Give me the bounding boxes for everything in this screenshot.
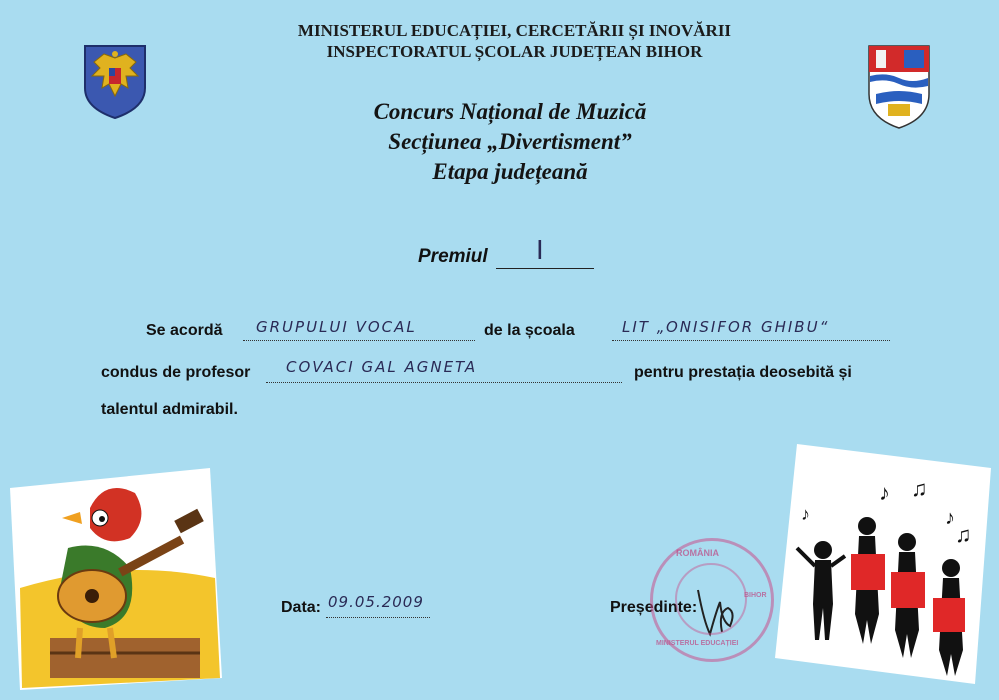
teacher-field: COVACI GAL AGNETA: [286, 358, 478, 376]
date-field: 09.05.2009: [328, 593, 424, 611]
choir-illustration: [775, 444, 991, 684]
date-label: Data:: [281, 599, 322, 616]
contest-title: Concurs Național de Muzică: [373, 99, 647, 124]
recipient-dots: [243, 340, 475, 341]
stamp-top-text: ROMÂNIA: [676, 548, 719, 558]
contest-titles: [230, 97, 790, 187]
stage-title: Etapa județeană: [432, 159, 588, 184]
school-dots: [612, 340, 890, 341]
pentru-label: pentru prestația deosebită și: [634, 364, 852, 381]
president-label: Președinte:: [610, 599, 698, 616]
stamp-side-text: BIHOR: [744, 592, 767, 599]
school-field: LIT „ONISIFOR GHIBU“: [622, 318, 830, 336]
recipient-field: GRUPULUI VOCAL: [256, 318, 417, 336]
svg-text:♫: ♫: [955, 522, 972, 547]
section-title: Secțiunea „Divertisment”: [388, 129, 632, 154]
svg-text:♪: ♪: [945, 507, 955, 529]
romania-coat-of-arms: [82, 44, 148, 120]
svg-text:♪: ♪: [879, 480, 890, 505]
prize-label: Premiul: [418, 246, 488, 267]
teacher-dots: [266, 382, 622, 383]
inspectorate-name: INSPECTORATUL ȘCOLAR JUDEȚEAN BIHOR: [326, 42, 703, 61]
se-acorda-label: Se acordă: [146, 322, 223, 339]
ministry-name: MINISTERUL EDUCAȚIEI, CERCETĂRII ȘI INOVĂRII: [297, 21, 732, 40]
stamp-inner-ring: [675, 563, 747, 635]
stamp-bottom-text: MINISTERUL EDUCAȚIEI: [656, 640, 739, 647]
svg-text:♪: ♪: [801, 504, 810, 524]
rooster-guitar-illustration: [10, 468, 222, 690]
svg-text:♫: ♫: [911, 476, 928, 501]
prize-value: I: [536, 236, 544, 266]
de-la-scoala-label: de la școala: [484, 322, 575, 339]
prize-underline: [496, 268, 594, 269]
condus-de-label: condus de profesor: [101, 364, 251, 381]
ministry-header: [200, 20, 829, 62]
date-dots: [326, 617, 430, 618]
bihor-coat-of-arms: [866, 42, 932, 130]
ending-label: talentul admirabil.: [101, 401, 238, 418]
